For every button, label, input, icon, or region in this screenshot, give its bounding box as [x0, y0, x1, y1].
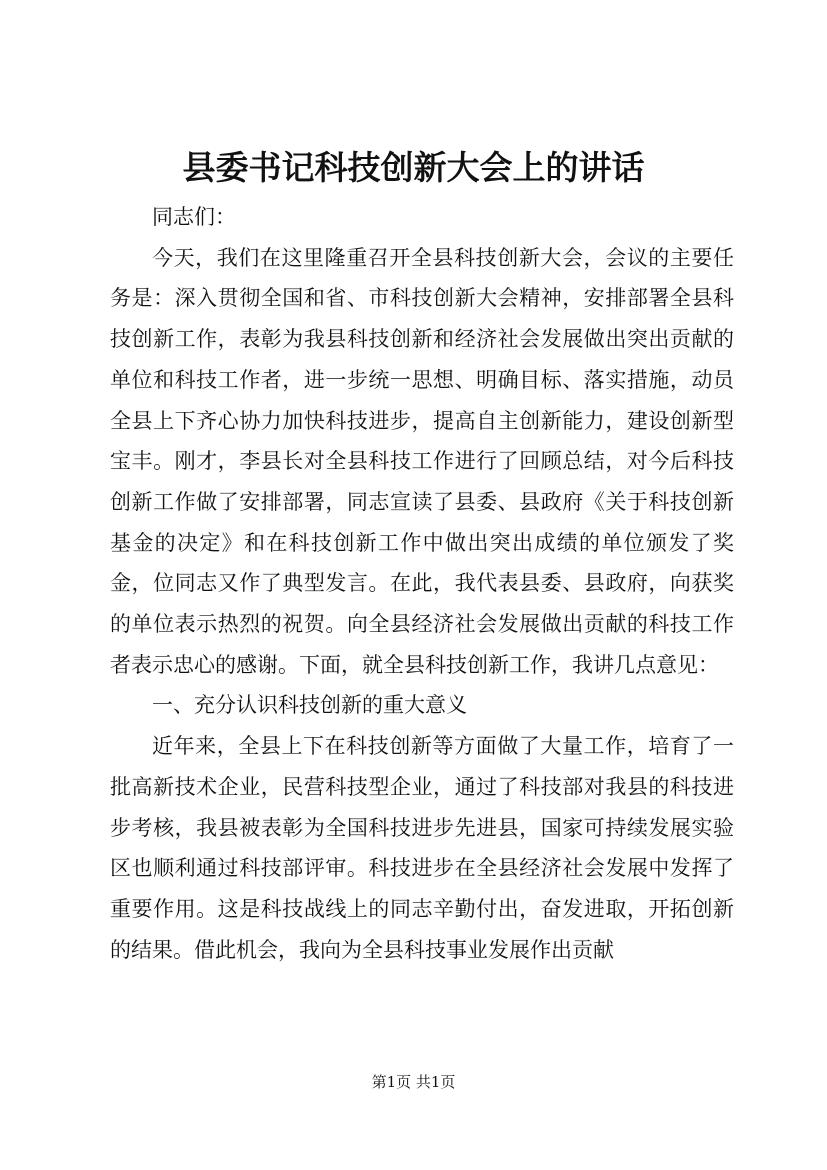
intro-paragraph: 今天，我们在这里隆重召开全县科技创新大会，会议的主要任务是：深入贯彻全国和省、市科技创新大会精神，安排部署全县科技创新工作，表彰为我县科技创新和经济社会发展做出突出贡献的单位和科技工作者，进一步统一思想、明确目标、落实措施，动员全县上下齐心协力加快科技进步，提高自主创新能力，建设创新型宝丰。刚才，李县长对全县科技工作进行了回顾总结，对今后科技创新工作做了安排部署，同志宣读了县委、县政府《关于科技创新基金的决定》和在科技创新工作中做出突出成绩的单位颁发了奖金，位同志又作了典型发言。在此，我代表县委、县政府，向获奖的单位表示热烈的祝贺。向全县经济社会发展做出贡献的科技工作者表示忠心的感谢。下面，就全县科技创新工作，我讲几点意见：: [110, 245, 734, 677]
document-body: [110, 197, 734, 970]
document-title: 县委书记科技创新大会上的讲话: [182, 148, 645, 187]
section-heading: 一、充分认识科技创新的重大意义: [152, 693, 467, 718]
body-paragraph: 近年来，全县上下在科技创新等方面做了大量工作，培育了一批高新技术企业，民营科技型企业，通过了科技部对我县的科技进步考核，我县被表彰为全国科技进步先进县，国家可持续发展实验区也顺利通过科技部评审。科技进步在全县经济社会发展中发挥了重要作用。这是科技战线上的同志辛勤付出，奋发进取，开拓创新的结果。借此机会，我向为全县科技事业发展作出贡献: [110, 734, 734, 962]
page-number-footer: 第1页 共1页: [371, 1073, 456, 1091]
greeting-paragraph: 同志们：: [152, 205, 236, 229]
